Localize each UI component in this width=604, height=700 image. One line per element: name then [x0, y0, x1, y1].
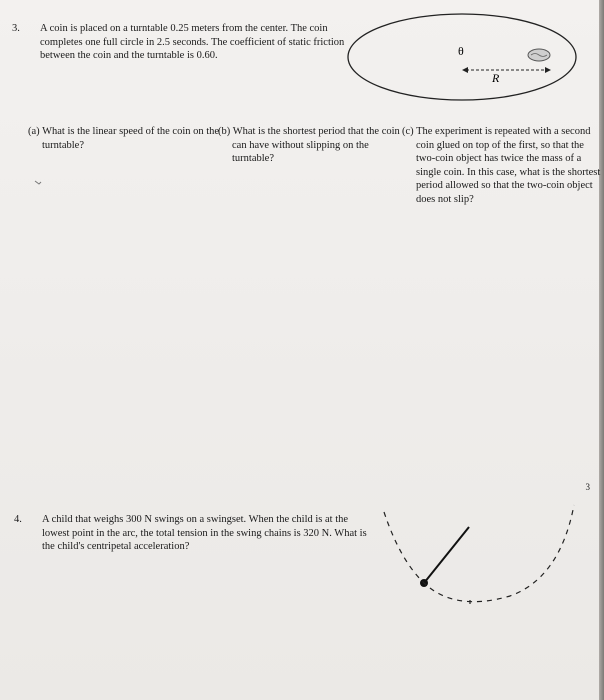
- part-c-label: (c): [402, 126, 414, 137]
- problem-4: [14, 513, 372, 554]
- part-b-text: What is the shortest period that the coin can have without slipping on the turntable?: [232, 126, 400, 164]
- problem-3-number: 3.: [12, 23, 20, 34]
- part-a-text: What is the linear speed of the coin on the turntable?: [42, 126, 220, 151]
- radius-arrow-right-head: [545, 67, 551, 73]
- part-a: [28, 125, 222, 152]
- center-label: θ: [458, 44, 464, 58]
- problem-4-number: 4.: [14, 514, 22, 525]
- part-c-text: The experiment is repeated with a second coin glued on top of the first, so that the two-coin object has twice the mass of a single coin. In this case, what is the shortest period allowed so that the two-coin object does not slip?: [416, 126, 601, 205]
- problem-3-text: A coin is placed on a turntable 0.25 meters from the center. The coin completes one full circle in 2.5 seconds. The coefficient of static friction between the coin and the turntable is 0.60.: [40, 23, 345, 61]
- part-b-label: (b): [218, 126, 231, 137]
- swing-arc-path: [384, 505, 574, 602]
- radius-arrow-left-head: [462, 67, 468, 73]
- problem-4-text: A child that weighs 300 N swings on a swingset. When the child is at the lowest point in the arc, the total tension in the swing chains is 320 N. What is the child's centripetal acceleration?: [42, 514, 367, 552]
- page-number: 3: [585, 482, 590, 492]
- part-c: [402, 125, 601, 206]
- part-a-label: (a): [28, 126, 40, 137]
- radius-label: R: [492, 71, 500, 85]
- pen-mark: [35, 181, 41, 184]
- part-b: [218, 125, 412, 166]
- swing-chain-line: [424, 527, 469, 583]
